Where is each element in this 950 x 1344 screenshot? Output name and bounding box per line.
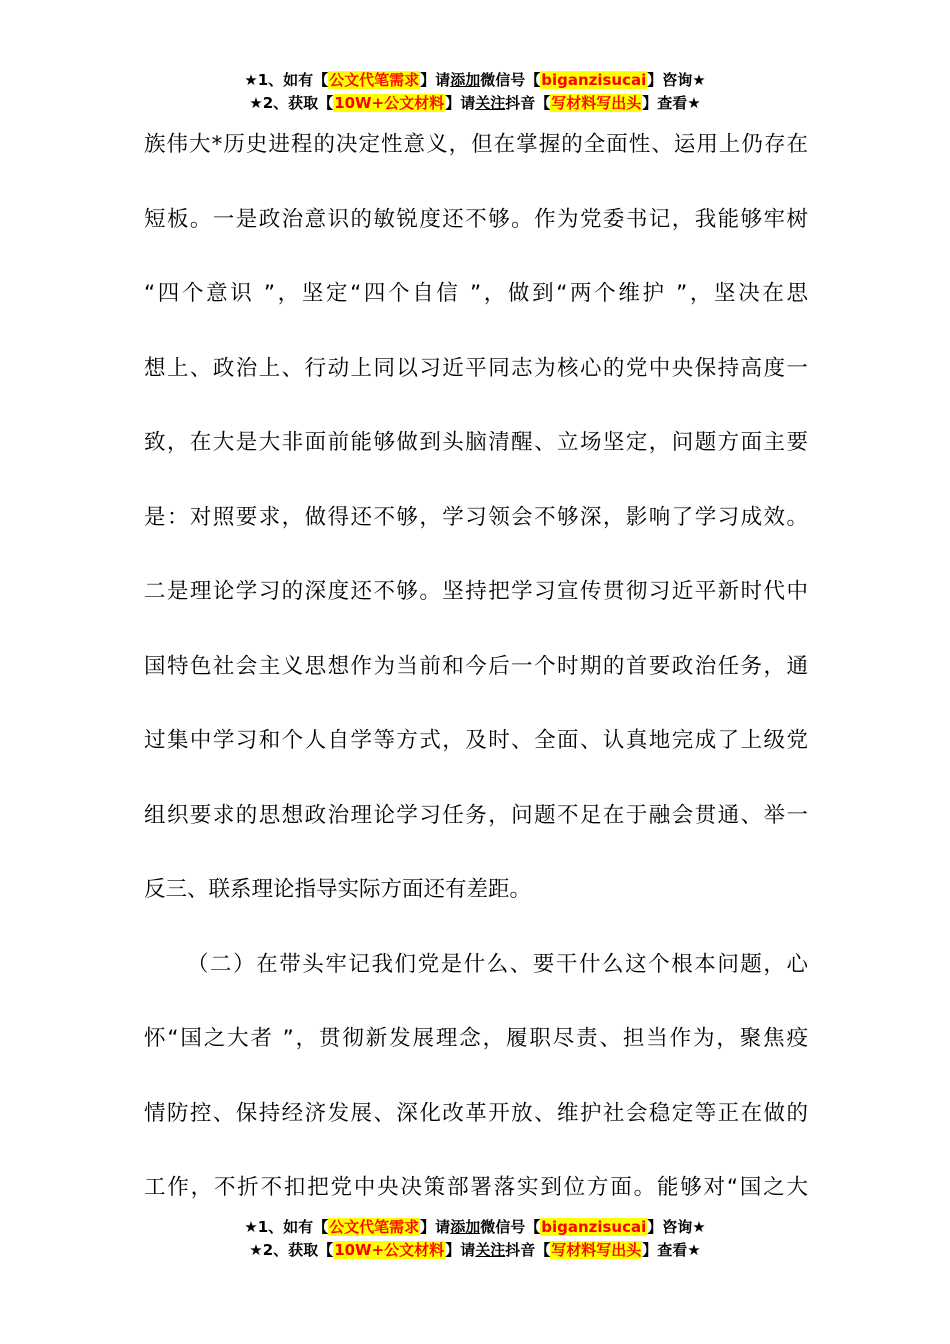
banner-highlight: biganzisucai — [541, 71, 647, 89]
text-line: 想上、政治上、行动上同以习近平同志为核心的党中央保持高度一 — [144, 355, 808, 381]
text-line: 组织要求的思想政治理论学习任务，问题不足在于融会贯通、举一 — [144, 802, 808, 828]
banner-highlight: biganzisucai — [541, 1218, 647, 1236]
text-line: （二）在带头牢记我们党是什么、要干什么这个根本问题，心 — [187, 951, 808, 977]
text-line: 短板。一是政治意识的敏锐度还不够。作为党委书记，我能够牢树 — [144, 206, 808, 232]
banner-highlight: 公文代笔需求 — [329, 71, 420, 89]
banner-highlight: 10W+公文材料 — [334, 94, 445, 112]
text-line: 工作，不折不扣把党中央决策部署落实到位方面。能够对“国之大 — [144, 1175, 808, 1200]
banner-line-1: ★1、如有【公文代笔需求】请添加微信号【biganzisucai】咨询★ — [244, 1218, 706, 1236]
banner-line-2: ★2、获取【10W+公文材料】请关注抖音【写材料写出头】查看★ — [249, 1241, 701, 1259]
footer-banner — [0, 1216, 950, 1262]
text-line: 致，在大是大非面前能够做到头脑清醒、立场坚定，问题方面主要 — [144, 430, 808, 455]
text-line: 族伟大*历史进程的决定性意义，但在掌握的全面性、运用上仍存在 — [144, 132, 808, 157]
banner-highlight: 写材料写出头 — [551, 1241, 642, 1259]
document-body — [144, 108, 808, 1226]
text-line: 反三、联系理论指导实际方面还有差距。 — [144, 877, 532, 902]
banner-line-2: ★2、获取【10W+公文材料】请关注抖音【写材料写出头】查看★ — [249, 94, 701, 112]
banner-highlight: 写材料写出头 — [551, 94, 642, 112]
text-line: 情防控、保持经济发展、深化改革开放、维护社会稳定等正在做的 — [144, 1100, 808, 1126]
text-line: 是：对照要求，做得还不够，学习领会不够深，影响了学习成效。 — [144, 504, 808, 530]
text-line: 二是理论学习的深度还不够。坚持把学习宣传贯彻习近平新时代中 — [144, 579, 808, 604]
text-line: 怀“国之大者 ”，贯彻新发展理念，履职尽责、担当作为，聚焦疫 — [144, 1026, 808, 1051]
text-line: 国特色社会主义思想作为当前和今后一个时期的首要政治任务，通 — [144, 653, 808, 679]
banner-highlight: 10W+公文材料 — [334, 1241, 445, 1259]
banner-line-1: ★1、如有【公文代笔需求】请添加微信号【biganzisucai】咨询★ — [244, 71, 706, 89]
text-line: 过集中学习和个人自学等方式，及时、全面、认真地完成了上级党 — [144, 728, 808, 753]
text-line: “四个意识 ”，坚定“四个自信 ”，做到“两个维护 ”，坚决在思 — [144, 281, 808, 306]
banner-highlight: 公文代笔需求 — [329, 1218, 420, 1236]
